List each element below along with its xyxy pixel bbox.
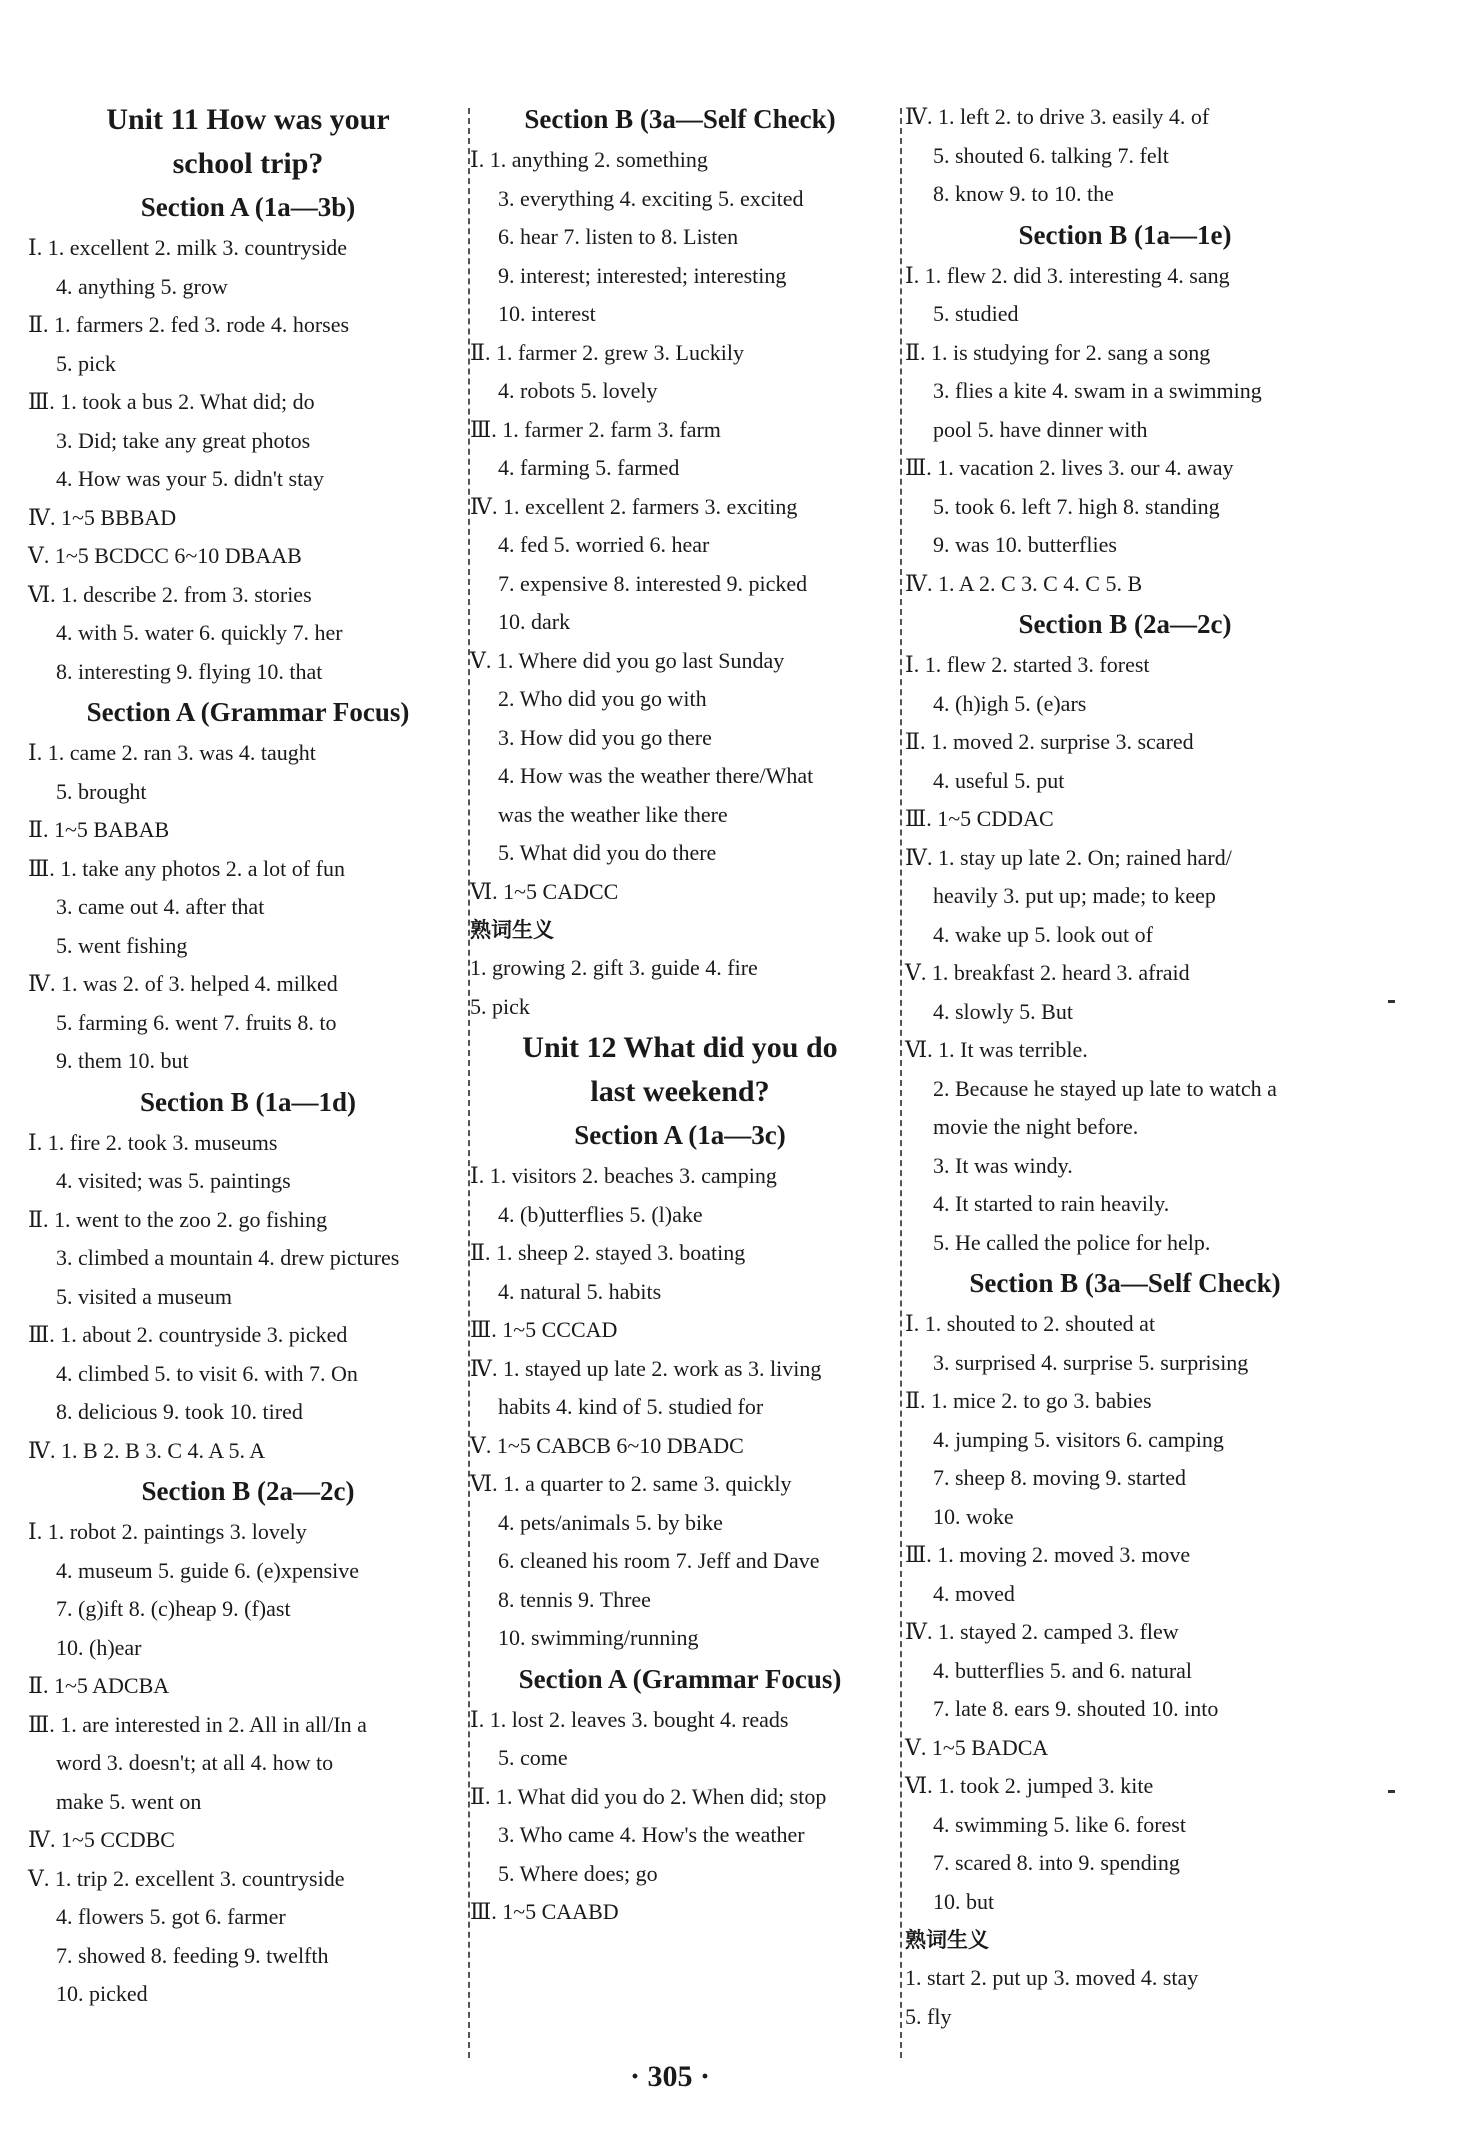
answer-line: 10. woke [933, 1503, 1014, 1529]
column-1 [28, 98, 468, 2014]
answer-line: 5. brought [56, 778, 147, 804]
answer-line: 10. (h)ear [56, 1634, 142, 1660]
answer-line: 3. flies a kite 4. swam in a swimming [933, 378, 1262, 403]
answer-line: habits 4. kind of 5. studied for [498, 1394, 764, 1419]
answer-line: 4. moved [933, 1580, 1015, 1606]
answer-line: 3. It was windy. [933, 1152, 1073, 1178]
answer-line: 8. interesting 9. flying 10. that [56, 658, 323, 684]
answer-line: 4. slowly 5. But [933, 998, 1073, 1024]
answer-line: 6. cleaned his room 7. Jeff and Dave [498, 1548, 820, 1573]
answer-line: Ⅴ. 1. trip 2. excellent 3. countryside [28, 1865, 345, 1891]
answer-line: Ⅰ. 1. anything 2. something [470, 147, 708, 172]
answer-line: 1. start 2. put up 3. moved 4. stay [905, 1965, 1199, 1990]
answer-line: 4. jumping 5. visitors 6. camping [933, 1426, 1224, 1452]
answer-line: 7. showed 8. feeding 9. twelfth [56, 1942, 329, 1968]
answer-line: Ⅳ. 1. was 2. of 3. helped 4. milked [28, 971, 338, 996]
answer-line: Ⅱ. 1~5 BABAB [28, 817, 170, 842]
answer-line: 3. Did; take any great photos [56, 427, 311, 453]
answer-line: 3. everything 4. exciting 5. excited [498, 185, 804, 211]
answer-line: 6. hear 7. listen to 8. Listen [498, 224, 739, 249]
answer-line: Ⅲ. 1. took a bus 2. What did; do [28, 389, 315, 414]
answer-line: Ⅵ. 1. It was terrible. [905, 1037, 1088, 1062]
answer-line: 5. visited a museum [56, 1283, 232, 1309]
answer-line: Ⅰ. 1. shouted to 2. shouted at [905, 1311, 1156, 1336]
answer-line: 8. delicious 9. took 10. tired [56, 1399, 303, 1424]
answer-line: Ⅰ. 1. visitors 2. beaches 3. camping [470, 1163, 777, 1188]
answer-line: Ⅱ. 1. moved 2. surprise 3. scared [905, 729, 1194, 754]
answer-line: 5. What did you do there [498, 840, 717, 865]
section-heading: Section A (1a—3b) [140, 192, 356, 222]
answer-line: 4. pets/animals 5. by bike [498, 1509, 723, 1535]
answer-line: Ⅳ. 1. stayed up late 2. work as 3. living [470, 1355, 822, 1381]
answer-line: Ⅲ. 1~5 CAABD [470, 1899, 619, 1924]
unit-title: Unit 11 How was your [106, 103, 390, 136]
answer-line: Ⅲ. 1. take any photos 2. a lot of fun [28, 855, 345, 881]
answer-line: 2. Because he stayed up late to watch a [933, 1075, 1277, 1101]
answer-line: Ⅲ. 1. are interested in 2. All in all/In a [28, 1711, 367, 1737]
answer-line: 4. anything 5. grow [56, 273, 228, 299]
answer-line: Ⅱ. 1. farmers 2. fed 3. rode 4. horses [28, 312, 350, 337]
answer-line: pool 5. have dinner with [933, 416, 1148, 442]
answer-line: Ⅲ. 1. moving 2. moved 3. move [905, 1542, 1191, 1567]
answer-line: movie the night before. [933, 1114, 1139, 1139]
answer-line: 4. useful 5. put [933, 767, 1065, 793]
answer-line: 5. Where does; go [498, 1860, 658, 1886]
answer-line: 5. pick [470, 993, 530, 1019]
answer-line: 4. farming 5. farmed [498, 455, 680, 480]
answer-line: Ⅳ. 1. stay up late 2. On; rained hard/ [905, 844, 1232, 870]
answer-line: 4. with 5. water 6. quickly 7. her [56, 620, 343, 645]
answer-line: Ⅳ. 1~5 BBBAD [28, 504, 177, 530]
answer-line: Ⅵ. 1. describe 2. from 3. stories [28, 581, 312, 607]
column-2 [470, 98, 890, 1932]
answer-line: 5. studied [933, 301, 1019, 326]
answer-line: 5. come [498, 1745, 568, 1770]
edge-mark [1388, 1000, 1395, 1003]
answer-line: 4. (b)utterflies 5. (l)ake [498, 1201, 703, 1227]
section-heading: Section A (Grammar Focus) [518, 1663, 842, 1694]
unit-title: last weekend? [590, 1075, 770, 1108]
answer-line: Ⅱ. 1. What did you do 2. When did; stop [470, 1783, 827, 1809]
answer-line: Ⅱ. 1~5 ADCBA [28, 1673, 170, 1698]
answer-line: 4. flowers 5. got 6. farmer [56, 1904, 286, 1929]
answer-line: 8. know 9. to 10. the [933, 181, 1114, 206]
answer-line: 5. pick [56, 350, 116, 376]
answer-line: 4. museum 5. guide 6. (e)xpensive [56, 1557, 360, 1583]
answer-line: 5. shouted 6. talking 7. felt [933, 142, 1169, 168]
answer-line: 5. fly [905, 2003, 952, 2029]
answer-line: Ⅲ. 1~5 CDDAC [905, 806, 1054, 831]
section-heading: Section B (3a—Self Check) [524, 104, 836, 134]
answer-line: 7. sheep 8. moving 9. started [933, 1465, 1186, 1490]
unit-title: Unit 12 What did you do [522, 1031, 838, 1064]
section-heading: Section B (2a—2c) [1018, 609, 1232, 639]
answer-line: Ⅳ. 1. stayed 2. camped 3. flew [905, 1619, 1179, 1644]
section-heading: Section B (3a—Self Check) [969, 1268, 1281, 1298]
answer-line: 5. went fishing [56, 932, 188, 958]
section-heading: Section A (1a—3c) [574, 1120, 786, 1150]
answer-line: 10. but [933, 1888, 995, 1914]
answer-line: Ⅵ. 1. a quarter to 2. same 3. quickly [470, 1471, 792, 1496]
subheading: 熟词生义 [470, 918, 554, 942]
answer-line: 8. tennis 9. Three [498, 1586, 651, 1612]
answer-line: Ⅴ. 1~5 BCDCC 6~10 DBAAB [28, 543, 302, 568]
answer-line: 3. How did you go there [498, 724, 712, 750]
answer-line: Ⅱ. 1. sheep 2. stayed 3. boating [470, 1240, 746, 1265]
answer-line: Ⅳ. 1. B 2. B 3. C 4. A 5. A [28, 1437, 266, 1463]
answer-line: Ⅵ. 1. took 2. jumped 3. kite [905, 1773, 1154, 1798]
answer-line: Ⅰ. 1. came 2. ran 3. was 4. taught [28, 740, 316, 765]
section-heading: Section B (1a—1e) [1018, 219, 1232, 250]
answer-line: Ⅱ. 1. farmer 2. grew 3. Luckily [470, 339, 744, 365]
answer-line: 10. interest [498, 301, 596, 326]
answer-line: word 3. doesn't; at all 4. how to [56, 1750, 334, 1775]
answer-line: 7. scared 8. into 9. spending [933, 1850, 1180, 1875]
answer-line: 5. He called the police for help. [933, 1229, 1211, 1255]
answer-line: Ⅴ. 1. Where did you go last Sunday [470, 647, 785, 673]
answer-line: 1. growing 2. gift 3. guide 4. fire [470, 955, 758, 980]
answer-line: Ⅴ. 1~5 BADCA [905, 1734, 1049, 1760]
section-heading: Section B (2a—2c) [141, 1476, 355, 1506]
answer-line: Ⅰ. 1. lost 2. leaves 3. bought 4. reads [470, 1706, 789, 1732]
answer-line: 4. swimming 5. like 6. forest [933, 1811, 1186, 1837]
answer-line: 4. How was the weather there/What [498, 763, 814, 788]
answer-line: 4. (h)igh 5. (e)ars [933, 690, 1087, 716]
answer-line: 3. came out 4. after that [56, 894, 265, 919]
answer-line: Ⅲ. 1. vacation 2. lives 3. our 4. away [905, 455, 1234, 480]
answer-line: Ⅳ. 1. A 2. C 3. C 4. C 5. B [905, 570, 1143, 596]
answer-line: 4. It started to rain heavily. [933, 1191, 1170, 1216]
answer-line: 9. was 10. butterflies [933, 532, 1117, 557]
answer-line: 10. swimming/running [498, 1625, 699, 1650]
answer-line: Ⅲ. 1. about 2. countryside 3. picked [28, 1322, 348, 1347]
answer-line: 2. Who did you go with [498, 686, 707, 711]
page-number: · 305 · [629, 2060, 710, 2093]
answer-line: Ⅲ. 1. farmer 2. farm 3. farm [470, 416, 721, 442]
answer-line: 9. interest; interested; interesting [498, 262, 787, 288]
answer-line: 9. them 10. but [56, 1048, 189, 1073]
answer-line: 3. Who came 4. How's the weather [498, 1822, 805, 1847]
answer-line: Ⅴ. 1. breakfast 2. heard 3. afraid [905, 960, 1190, 985]
subheading: 熟词生义 [905, 1928, 989, 1952]
answer-line: was the weather like there [498, 801, 728, 827]
answer-line: 4. butterflies 5. and 6. natural [933, 1657, 1193, 1683]
answer-line: 4. climbed 5. to visit 6. with 7. On [56, 1360, 358, 1386]
column-divider [900, 108, 902, 2058]
answer-line: 7. expensive 8. interested 9. picked [498, 570, 808, 596]
section-heading: Section A (Grammar Focus) [86, 697, 410, 727]
answer-line: 4. robots 5. lovely [498, 378, 658, 403]
answer-line: 5. took 6. left 7. high 8. standing [933, 493, 1220, 519]
answer-line: make 5. went on [56, 1788, 202, 1814]
answer-line: 4. visited; was 5. paintings [56, 1168, 291, 1193]
answer-line: Ⅱ. 1. is studying for 2. sang a song [905, 339, 1211, 365]
answer-line: 10. dark [498, 609, 571, 634]
answer-line: 4. natural 5. habits [498, 1278, 662, 1304]
section-heading: Section B (1a—1d) [140, 1086, 356, 1117]
answer-line: Ⅳ. 1. left 2. to drive 3. easily 4. of [905, 104, 1210, 129]
answer-line: Ⅰ. 1. excellent 2. milk 3. countryside [28, 235, 348, 260]
answer-line: Ⅵ. 1~5 CADCC [470, 878, 619, 904]
answer-line: 7. (g)ift 8. (c)heap 9. (f)ast [56, 1596, 291, 1621]
answer-line: Ⅰ. 1. flew 2. did 3. interesting 4. sang [905, 262, 1230, 288]
answer-line: 5. farming 6. went 7. fruits 8. to [56, 1009, 337, 1035]
answer-line: Ⅱ. 1. went to the zoo 2. go fishing [28, 1206, 328, 1232]
column-3 [905, 98, 1345, 2036]
answer-line: 10. picked [56, 1981, 148, 2006]
answer-line: 4. How was your 5. didn't stay [56, 466, 324, 491]
answer-line: 4. wake up 5. look out of [933, 921, 1153, 947]
answer-line: 3. climbed a mountain 4. drew pictures [56, 1245, 400, 1270]
answer-line: Ⅰ. 1. robot 2. paintings 3. lovely [28, 1519, 307, 1544]
unit-title: school trip? [172, 147, 324, 180]
answer-line: Ⅰ. 1. flew 2. started 3. forest [905, 652, 1150, 677]
answer-line: Ⅰ. 1. fire 2. took 3. museums [28, 1129, 278, 1155]
answer-line: heavily 3. put up; made; to keep [933, 883, 1216, 908]
answer-line: 7. late 8. ears 9. shouted 10. into [933, 1696, 1219, 1721]
answer-line: Ⅲ. 1~5 CCCAD [470, 1317, 618, 1342]
answer-line: 3. surprised 4. surprise 5. surprising [933, 1349, 1249, 1375]
edge-mark [1388, 1790, 1395, 1793]
answer-line: Ⅱ. 1. mice 2. to go 3. babies [905, 1388, 1152, 1413]
answer-line: Ⅴ. 1~5 CABCB 6~10 DBADC [470, 1432, 744, 1458]
answer-line: Ⅳ. 1~5 CCDBC [28, 1827, 175, 1852]
answer-line: Ⅳ. 1. excellent 2. farmers 3. exciting [470, 493, 798, 519]
answer-line: 4. fed 5. worried 6. hear [498, 532, 710, 557]
